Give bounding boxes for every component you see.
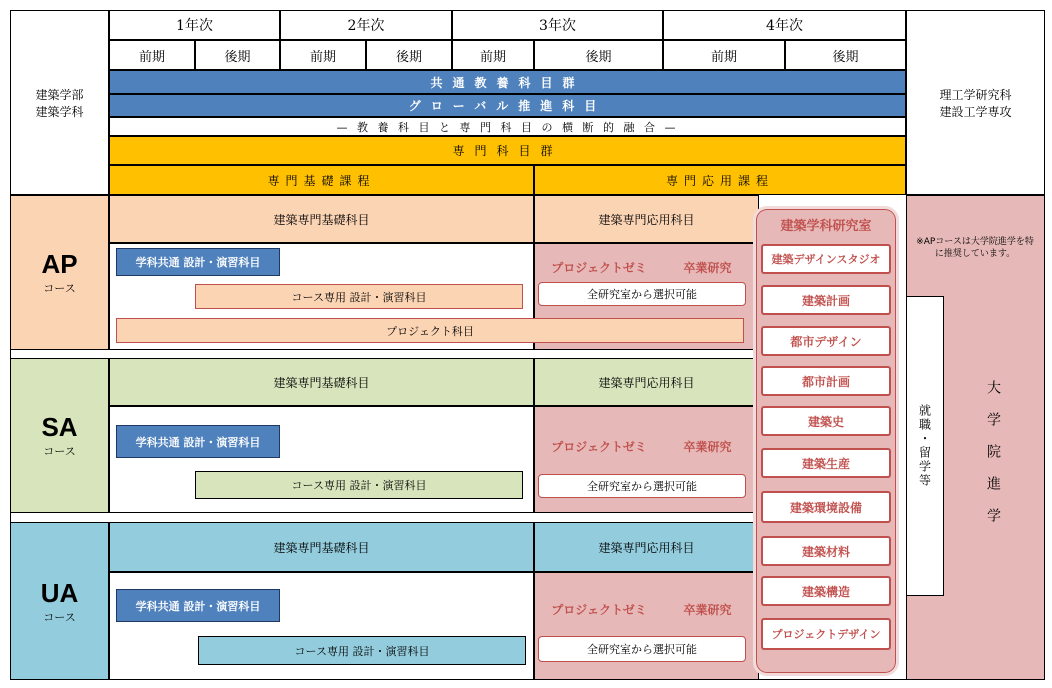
year-4-header: 4年次	[663, 10, 906, 40]
term-cell: 前期	[280, 40, 366, 70]
ap-basic-subjects: 建築専門基礎科目	[109, 195, 534, 243]
term-cell: 後期	[195, 40, 280, 70]
lab-item: 建築材料	[761, 536, 891, 566]
ap-course-label	[10, 195, 109, 350]
year-1-header: 1年次	[109, 10, 280, 40]
ua-applied-subjects: 建築専門応用科目	[534, 522, 759, 572]
ap-selectable-labs: 全研究室から選択可能	[538, 282, 746, 306]
lab-item: 建築構造	[761, 576, 891, 606]
employment-study-abroad: 就職・留学等	[906, 296, 944, 596]
ap-course-sub: コース	[43, 282, 76, 295]
lab-item: 都市計画	[761, 366, 891, 396]
ap-common-design-subjects: 学科共通 設計・演習科目	[116, 248, 280, 276]
ua-course-label	[10, 522, 109, 680]
lab-item: 建築史	[761, 406, 891, 436]
sa-course-design-subjects: コース専用 設計・演習科目	[195, 471, 523, 499]
lab-item: 建築環境設備	[761, 491, 891, 523]
specialty-subjects-band: 専門科目群	[109, 136, 906, 165]
ua-selectable-labs: 全研究室から選択可能	[538, 636, 746, 662]
term-cell: 前期	[109, 40, 195, 70]
sa-project-seminar: プロジェクトゼミ	[551, 439, 647, 454]
ap-recommendation-note: ※APコースは大学院進学を特に推奨しています。	[916, 237, 1034, 259]
sa-selectable-labs: 全研究室から選択可能	[538, 474, 746, 498]
ua-course-sub: コース	[43, 610, 76, 624]
ua-applied-area	[534, 572, 759, 680]
graduate-school-label	[906, 10, 1045, 195]
department-line2: 建築学科	[35, 104, 84, 119]
sa-course-label	[10, 358, 109, 513]
ua-course-code: UA	[40, 577, 79, 608]
lab-item: 都市デザイン	[761, 326, 891, 356]
lab-item: プロジェクトデザイン	[761, 618, 891, 650]
ap-applied-subjects: 建築専門応用科目	[534, 195, 759, 243]
department-line1: 建築学部	[35, 87, 84, 102]
sa-graduation-research: 卒業研究	[683, 439, 732, 454]
global-promotion-band: グローバル推進科目	[109, 94, 906, 117]
year-2-header: 2年次	[280, 10, 452, 40]
ap-project-subjects: プロジェクト科目	[116, 318, 744, 343]
department-label	[10, 10, 109, 195]
basic-course-band: 専門基礎課程	[109, 165, 534, 195]
sa-course-code: SA	[41, 412, 78, 442]
fusion-band: — 教 養 科 目 と 専 門 科 目 の 横 断 的 融 合 —	[109, 117, 906, 136]
ua-common-design-subjects: 学科共通 設計・演習科目	[116, 589, 280, 622]
ua-course-design-subjects: コース専用 設計・演習科目	[198, 636, 526, 665]
ap-course-code: AP	[41, 249, 78, 279]
labs-title: 建築学科研究室	[780, 218, 872, 234]
graduate-line2: 建設工学専攻	[939, 104, 1012, 119]
lab-item: 建築生産	[761, 448, 891, 478]
ua-graduation-research: 卒業研究	[683, 602, 732, 617]
common-liberal-arts-band: 共通教養科目群	[109, 70, 906, 94]
ap-project-seminar: プロジェクトゼミ	[551, 260, 647, 275]
graduate-school-advancement: 大学院進学	[985, 380, 1001, 540]
applied-course-band: 専門応用課程	[534, 165, 906, 195]
term-cell: 後期	[366, 40, 452, 70]
sa-basic-subjects: 建築専門基礎科目	[109, 358, 534, 406]
term-cell: 後期	[534, 40, 663, 70]
ap-course-design-subjects: コース専用 設計・演習科目	[195, 284, 523, 309]
lab-item: 建築デザインスタジオ	[761, 244, 891, 274]
ua-basic-subjects: 建築専門基礎科目	[109, 522, 534, 572]
term-cell: 前期	[452, 40, 534, 70]
lab-item: 建築計画	[761, 285, 891, 315]
term-cell: 後期	[785, 40, 906, 70]
sa-applied-subjects: 建築専門応用科目	[534, 358, 759, 406]
graduate-line1: 理工学研究科	[939, 87, 1012, 102]
ap-graduation-research: 卒業研究	[683, 260, 732, 275]
sa-course-sub: コース	[43, 445, 76, 458]
term-cell: 前期	[663, 40, 785, 70]
ua-project-seminar: プロジェクトゼミ	[551, 602, 647, 617]
sa-common-design-subjects: 学科共通 設計・演習科目	[116, 425, 280, 458]
year-3-header: 3年次	[452, 10, 663, 40]
